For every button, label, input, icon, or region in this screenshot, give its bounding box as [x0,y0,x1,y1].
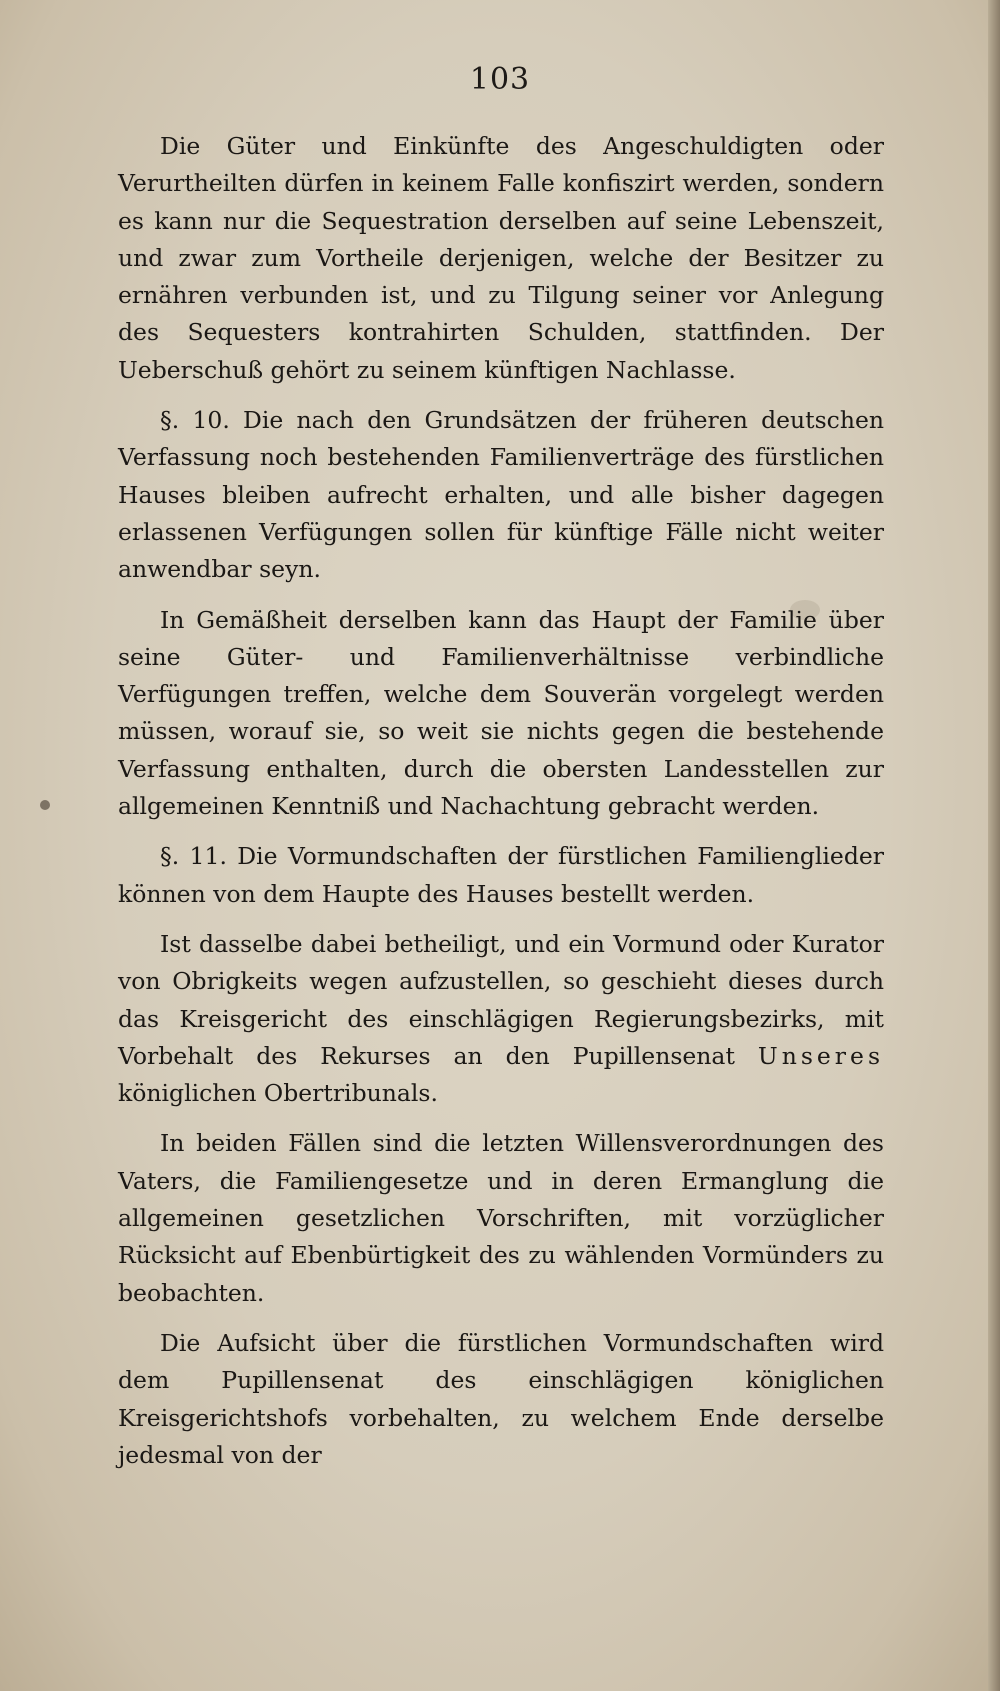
paragraph-section-11: §. 11. Die Vormundschaften der fürstlichen Familienglieder können von dem Haupte des Hauses bestellt werden. [118,842,884,908]
body-text [118,128,884,1487]
paragraph-3: In Gemäßheit derselben kann das Haupt der Familie über seine Güter- und Familienverhältnisse verbindliche Verfügungen treffen, welche dem Souverän vorgelegt werden müssen, worauf sie, so weit sie nichts gegen die bestehende Verfassung enthalten, durch die obersten Landesstellen zur allgemeinen Kenntniß und Nachachtung gebracht werden. [118,605,884,821]
emphasized-word: Unseres [757,1041,884,1070]
paragraph-section-10: §. 10. Die nach den Grundsätzen der früheren deutschen Verfassung noch bestehenden Familienverträge des fürstlichen Hauses bleiben aufrecht erhalten, und alle bisher dagegen erlassenen Verfügungen sollen für künftige Fälle nicht weiter anwendbar seyn. [118,406,884,584]
paragraph-7: Die Aufsicht über die fürstlichen Vormundschaften wird dem Pupillensenat des einschlägigen königlichen Kreisgerichtshofs vorbehalten, zu welchem Ende derselbe jedesmal von der [118,1328,884,1469]
page-edge [988,0,1000,1691]
paragraph-5 [118,926,884,1112]
page-number: 103 [469,62,531,97]
paragraph-6: In beiden Fällen sind die letzten Willensverordnungen des Vaters, die Familiengesetze und in deren Ermanglung die allgemeinen gesetzlichen Vorschriften, mit vorzüglicher Rücksicht auf Ebenbürtigkeit des zu wählenden Vormünders zu beobachten. [118,1129,884,1307]
paragraph-5-end: königlichen Obertribunals. [118,1079,438,1108]
paper-stain [40,800,50,810]
paragraph-5-start: Ist dasselbe dabei betheiligt, und ein Vormund oder Kurator von Obrigkeits wegen aufzustellen, so geschieht dieses durch das Kreisgericht des einschlägigen Regierungsbezirks, mit Vorbehalt des Rekurses an den Pupillensenat [118,929,884,1070]
paragraph-1: Die Güter und Einkünfte des Angeschuldigten oder Verurtheilten dürfen in keinem Falle konfiszirt werden, sondern es kann nur die Sequestration derselben auf seine Lebenszeit, und zwar zum Vortheile derjenigen, welche der Besitzer zu ernähren verbunden ist, und zu Tilgung seiner vor Anlegung des Sequesters kontrahirten Schulden, stattfinden. Der Ueberschuß gehört zu seinem künftigen Nachlasse. [118,132,884,384]
